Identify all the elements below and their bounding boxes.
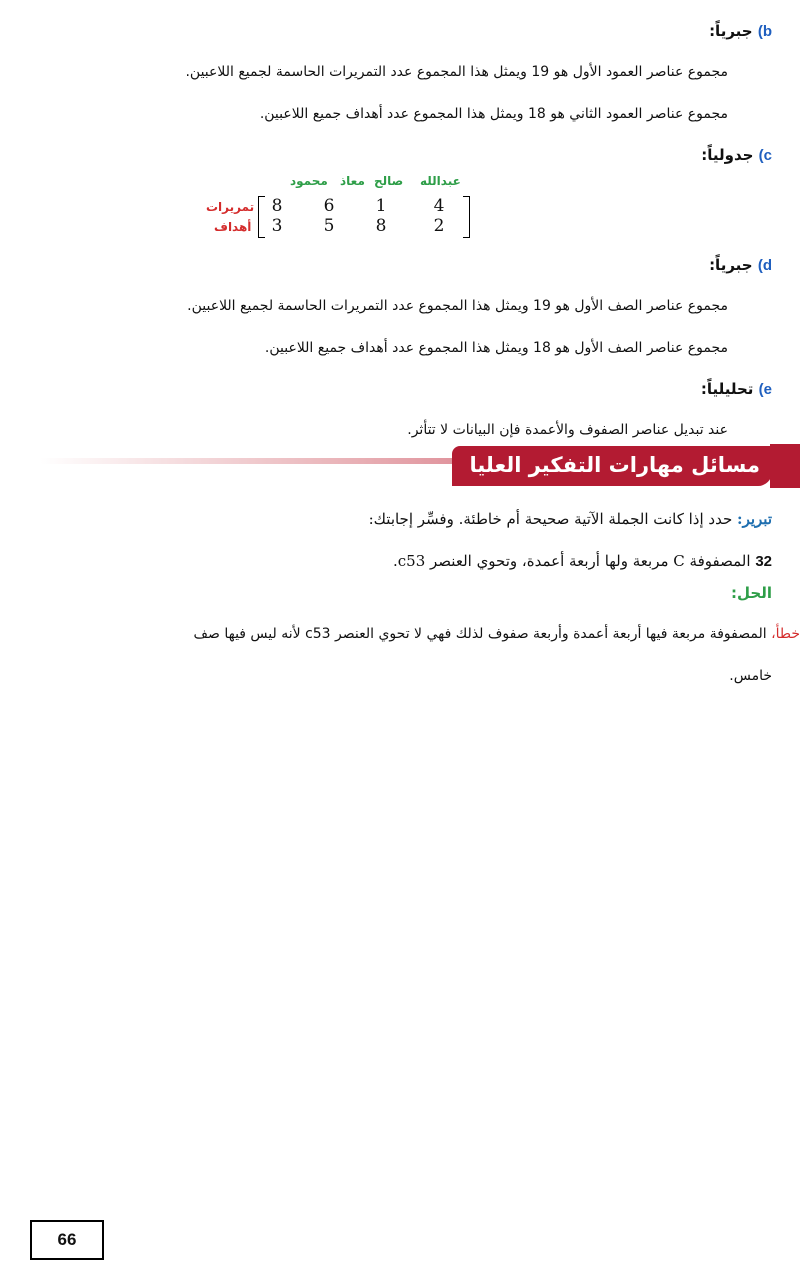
- section-c-heading: [701, 146, 772, 164]
- section-d-line-1: مجموع عناصر الصف الأول هو 19 ويمثل هذا المجموع عدد التمريرات الحاسمة لجميع اللاعبين.: [187, 298, 728, 314]
- matrix-cell: 2: [433, 216, 445, 236]
- answer-label: الحل:: [731, 584, 772, 602]
- matrix-col-header: عبدالله: [420, 174, 461, 188]
- section-d-line-2: مجموع عناصر الصف الأول هو 18 ويمثل هذا المجموع عدد أهداف جميع اللاعبين.: [264, 340, 728, 356]
- matrix-cell: 6: [323, 196, 335, 216]
- section-title: جبرياً:: [709, 256, 753, 274]
- answer-wrong-word: خطأ،: [771, 626, 800, 642]
- section-letter: c): [758, 147, 772, 164]
- matrix-cell: 8: [271, 196, 283, 216]
- answer-line-2: خامس.: [729, 668, 772, 684]
- matrix-row-header: أهداف: [214, 220, 252, 234]
- matrix-cell: 3: [271, 216, 283, 236]
- question-keyword: تبرير:: [737, 510, 772, 528]
- matrix-cell: 8: [375, 216, 387, 236]
- matrix-cell: 5: [323, 216, 335, 236]
- banner-title: مسائل مهارات التفكير العليا: [469, 453, 760, 477]
- matrix-cell: 1: [375, 196, 387, 216]
- section-d-heading: [709, 256, 772, 274]
- section-title: جبرياً:: [709, 22, 753, 40]
- section-title: جدولياً:: [701, 146, 754, 164]
- matrix-col-header: معاذ: [340, 174, 365, 188]
- banner-tab: [770, 444, 800, 488]
- matrix-row-header: تمريرات: [206, 200, 255, 214]
- question-number: 32: [755, 553, 772, 570]
- question-statement-text: المصفوفة C مربعة ولها أربعة أعمدة، وتحوي العنصر c53.: [392, 552, 751, 570]
- section-e-heading: [701, 380, 772, 398]
- matrix-cell: 4: [433, 196, 445, 216]
- section-letter: b): [757, 23, 772, 40]
- section-letter: d): [757, 257, 772, 274]
- section-b-line-2: مجموع عناصر العمود الثاني هو 18 ويمثل هذا المجموع عدد أهداف جميع اللاعبين.: [259, 106, 728, 122]
- matrix-col-header: صالح: [374, 174, 404, 188]
- page-number: 66: [30, 1220, 104, 1260]
- matrix-right-bracket: [463, 196, 470, 238]
- question-prompt-text: حدد إذا كانت الجملة الآتية صحيحة أم خاطئة. وفسِّر إجابتك:: [368, 510, 733, 528]
- matrix-col-header: محمود: [290, 174, 328, 188]
- section-b-line-1: مجموع عناصر العمود الأول هو 19 ويمثل هذا المجموع عدد التمريرات الحاسمة لجميع اللاعبين.: [185, 64, 728, 80]
- section-e-line-1: عند تبديل عناصر الصفوف والأعمدة فإن البيانات لا تتأثر.: [407, 422, 728, 438]
- section-letter: e): [758, 381, 772, 398]
- question-statement: [393, 552, 772, 570]
- matrix: [258, 196, 470, 238]
- section-title: تحليلياً:: [700, 380, 754, 398]
- answer-line-1: [194, 626, 800, 642]
- answer-text: المصفوفة مربعة فيها أربعة أعمدة وأربعة صفوف لذلك فهي لا تحوي العنصر c53 لأنه ليس فيها صف: [193, 626, 772, 642]
- question-prompt: [369, 510, 772, 528]
- section-b-heading: [709, 22, 772, 40]
